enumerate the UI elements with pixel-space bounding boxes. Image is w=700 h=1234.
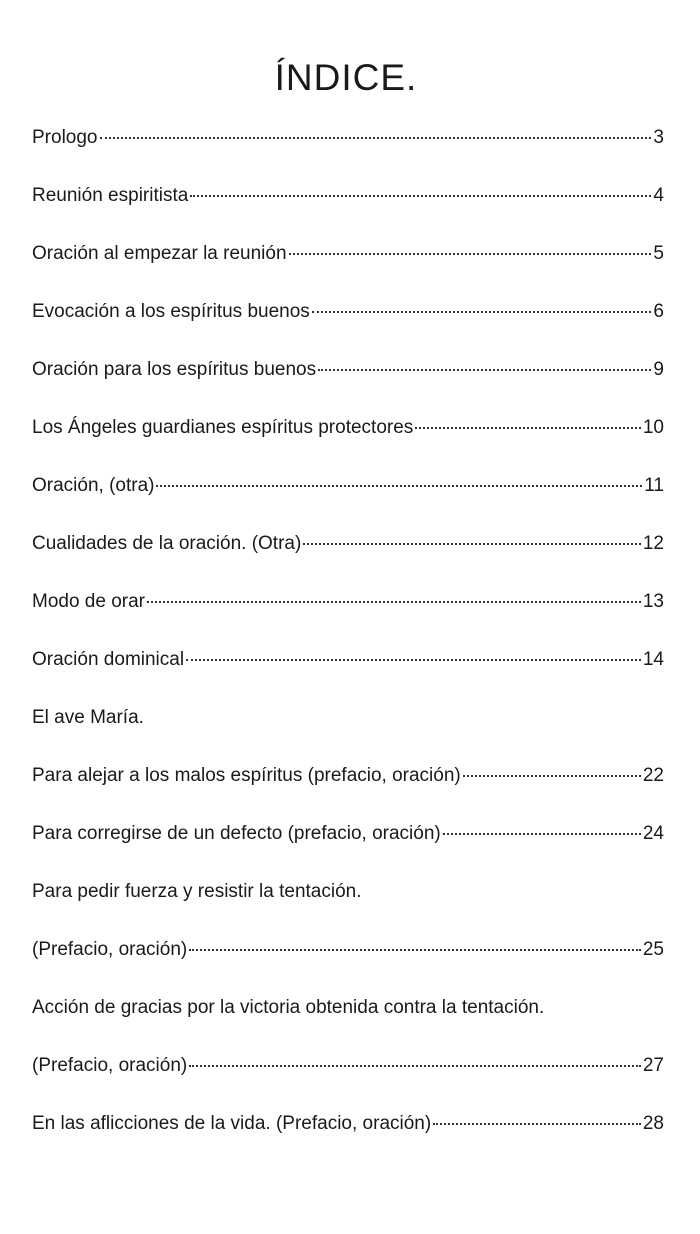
toc-entry-page: 28 [642,1113,664,1134]
toc-dot-leader [433,1123,641,1125]
toc-entry-page: 9 [653,359,664,380]
toc-dot-leader [147,601,641,603]
toc-entry-label: Oración dominical [32,649,185,670]
toc-entry-label: Prologo [32,127,98,148]
toc-entry [32,822,664,880]
toc-entry [32,532,664,590]
toc-entry-page: 13 [642,591,664,612]
toc-entry-label: Oración para los espíritus buenos [32,359,317,380]
toc-dot-leader [312,311,652,313]
toc-entry [32,358,664,416]
toc-entry-label: Para corregirse de un defecto (prefacio, oración) [32,823,441,844]
toc-entry-label: (Prefacio, oración) [32,1055,188,1076]
toc-entry-page: 4 [653,185,664,206]
toc-dot-leader [443,833,641,835]
toc-entry-page: 6 [653,301,664,322]
toc-entry [32,416,664,474]
toc-entry-label: Evocación a los espíritus buenos [32,301,310,322]
toc-entry-label: Modo de orar [32,591,146,612]
toc-entry [32,648,664,706]
toc-dot-leader [190,195,651,197]
toc-entry [32,938,664,996]
toc-dot-leader [463,775,641,777]
toc-entry-page: 5 [653,243,664,264]
toc-dot-leader [415,427,641,429]
toc-entry [32,300,664,358]
toc-entry-label: Cualidades de la oración. (Otra) [32,533,302,554]
toc-entry [32,706,664,764]
toc-entry [32,1112,664,1170]
toc-entry [32,126,664,184]
toc-dot-leader [318,369,651,371]
toc-entry-page: 14 [642,649,664,670]
toc-dot-leader [289,253,652,255]
toc-entry-label: El ave María. [32,707,144,728]
toc-entry [32,880,664,938]
toc-dot-leader [100,137,652,139]
toc-entry-label: Oración, (otra) [32,475,155,496]
toc-entry [32,590,664,648]
table-of-contents [32,126,664,1170]
toc-dot-leader [156,485,642,487]
toc-entry-page: 22 [642,765,664,786]
toc-dot-leader [186,659,641,661]
page-title: ÍNDICE. [274,57,418,98]
toc-entry [32,184,664,242]
toc-entry-label: Oración al empezar la reunión [32,243,287,264]
toc-entry [32,242,664,300]
toc-entry-label: Para pedir fuerza y resistir la tentación. [32,881,362,902]
toc-entry [32,764,664,822]
toc-entry-label: Acción de gracias por la victoria obtenida contra la tentación. [32,997,545,1018]
toc-entry-page: 12 [642,533,664,554]
toc-entry-page: 24 [642,823,664,844]
toc-entry-page: 27 [642,1055,664,1076]
toc-entry-label: Para alejar a los malos espíritus (prefacio, oración) [32,765,461,786]
toc-entry [32,1054,664,1112]
toc-dot-leader [189,1065,641,1067]
toc-entry-label: Los Ángeles guardianes espíritus protectores [32,417,414,438]
toc-entry-page: 3 [653,127,664,148]
toc-entry [32,996,664,1054]
toc-entry [32,474,664,532]
toc-entry-page: 11 [644,475,664,496]
toc-entry-page: 10 [642,417,664,438]
toc-dot-leader [189,949,641,951]
toc-entry-page: 25 [642,939,664,960]
toc-dot-leader [303,543,641,545]
document-page [0,56,700,1234]
toc-entry-label: (Prefacio, oración) [32,939,188,960]
toc-entry-label: En las aflicciones de la vida. (Prefacio, oración) [32,1113,432,1134]
toc-entry-label: Reunión espiritista [32,185,189,206]
